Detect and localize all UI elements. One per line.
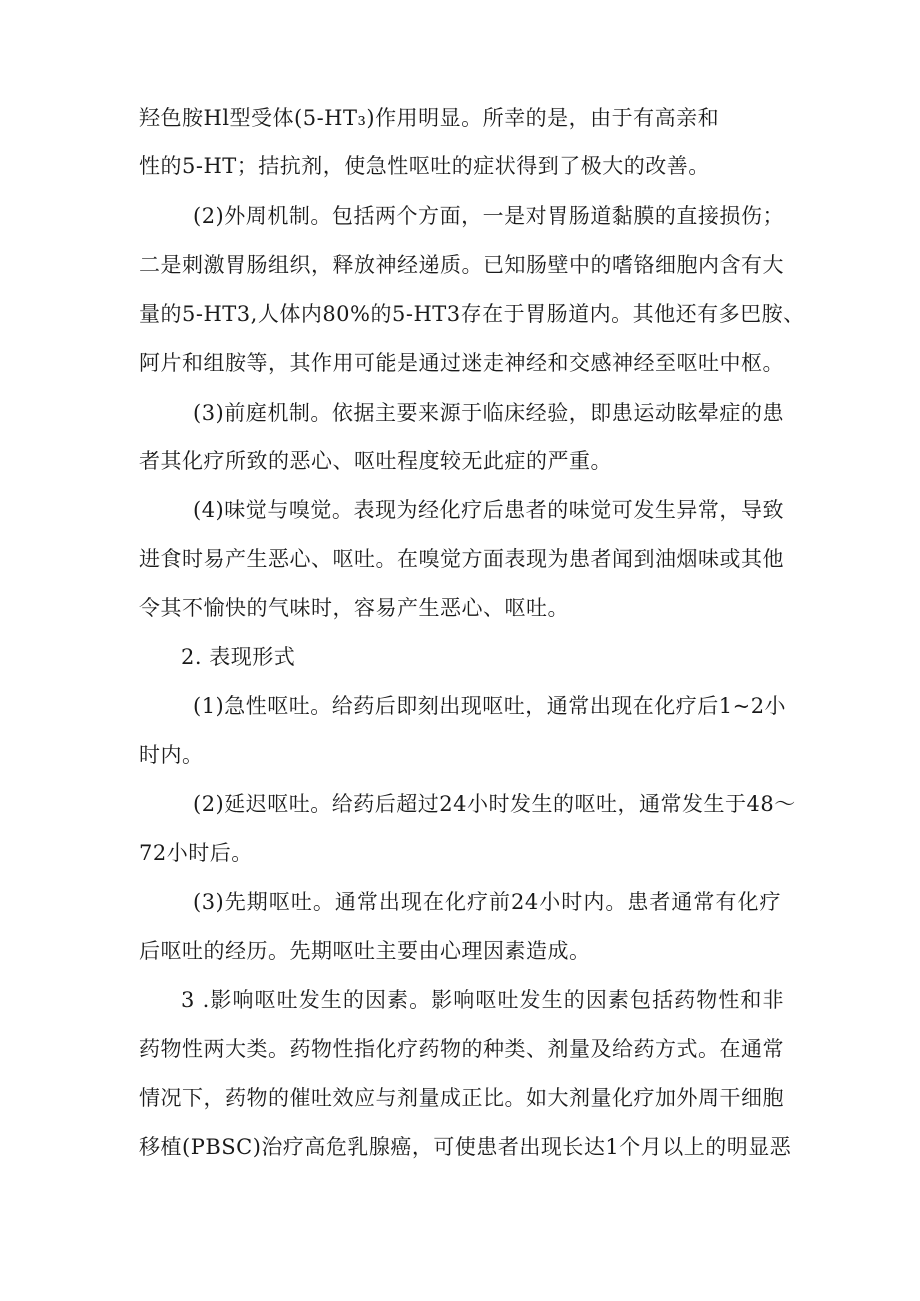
section-heading: 2. 表现形式 [181, 645, 296, 669]
text-line: 阿片和组胺等，其作用可能是通过迷走神经和交感神经至呕吐中枢。 [139, 351, 784, 375]
text-line: 二是刺激胃肠组织，释放神经递质。已知肠壁中的嗜铬细胞内含有大 [139, 253, 784, 277]
text-line: 时内。 [139, 743, 204, 767]
text-line: 移植(PBSC)治疗高危乳腺癌，可使患者出现长达1个月以上的明显恶 [139, 1135, 792, 1159]
text-line: 进食时易产生恶心、呕吐。在嗅觉方面表现为患者闻到油烟味或其他 [139, 547, 784, 571]
text-line: (1)急性呕吐。给药后即刻出现呕吐，通常出现在化疗后1~2小 [193, 694, 787, 718]
text-line: 后呕吐的经历。先期呕吐主要由心理因素造成。 [139, 939, 591, 963]
text-line: 羟色胺Hl型受体(5-HT₃)作用明显。所幸的是，由于有高亲和 [139, 106, 720, 130]
text-line: 令其不愉快的气味时，容易产生恶心、呕吐。 [139, 596, 569, 620]
text-line: 性的5-HT；拮抗剂，使急性呕吐的症状得到了极大的改善。 [139, 154, 710, 178]
text-line: 药物性两大类。药物性指化疗药物的种类、剂量及给药方式。在通常 [139, 1037, 784, 1061]
text-line: (3)先期呕吐。通常出现在化疗前24小时内。患者通常有化疗 [193, 890, 781, 914]
text-line: 者其化疗所致的恶心、呕吐程度较无此症的严重。 [139, 449, 612, 473]
text-line: (4)味觉与嗅觉。表现为经化疗后患者的味觉可发生异常，导致 [193, 498, 784, 522]
text-line: (3)前庭机制。依据主要来源于临床经验，即患运动眩晕症的患 [193, 401, 784, 425]
section-heading: 3 .影响呕吐发生的因素。影响呕吐发生的因素包括药物性和非 [181, 988, 784, 1012]
text-line: 量的5-HT3,人体内80%的5-HT3存在于胃肠道内。其他还有多巴胺、 [139, 302, 805, 326]
text-line: (2)延迟呕吐。给药后超过24小时发生的呕吐，通常发生于48～ [193, 792, 796, 816]
text-line: 情况下，药物的催吐效应与剂量成正比。如大剂量化疗加外周干细胞 [139, 1086, 784, 1110]
text-line: (2)外周机制。包括两个方面，一是对胃肠道黏膜的直接损伤； [193, 204, 784, 228]
text-line: 72小时后。 [139, 841, 253, 865]
